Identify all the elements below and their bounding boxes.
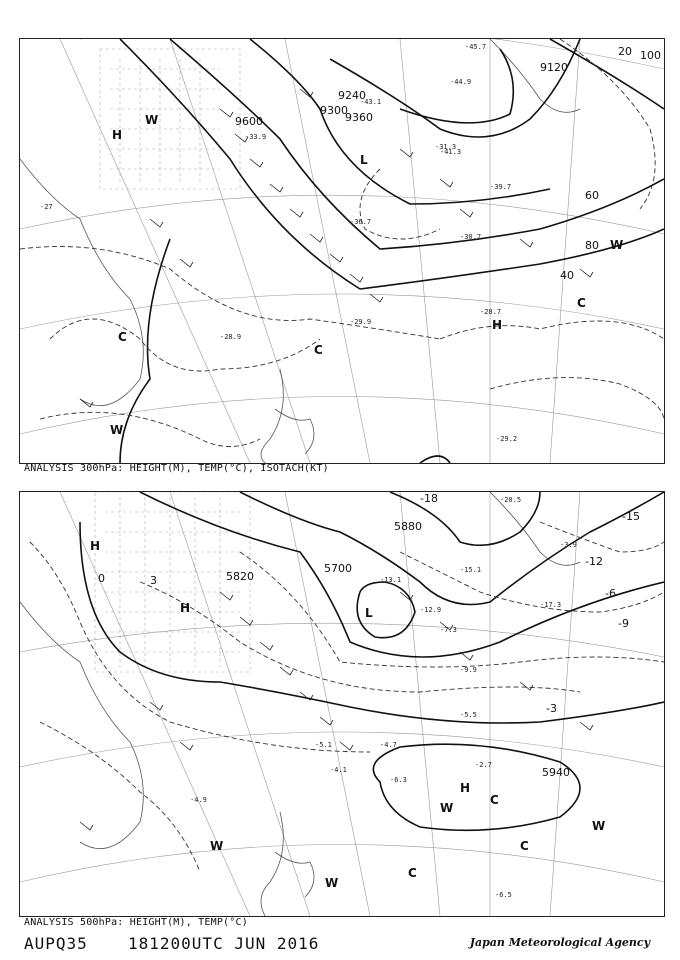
station-value: -3.9 [560,541,577,549]
station-value: -36.7 [350,218,372,226]
pressure-centers [90,539,605,890]
wind-barbs [80,89,593,407]
station-value: -15.1 [460,566,482,574]
station-value: -31.3 [435,143,457,151]
height-label: 5880 [394,520,422,533]
high-center: H [492,318,503,332]
pressure-center: C [408,866,417,880]
isotach-label: 20 [618,45,632,58]
isotach-label: 100 [640,49,661,62]
pressure-center: H [460,781,471,795]
high-center: H [112,128,123,142]
station-value: -7.3 [440,626,457,634]
latlon-grid [20,39,664,463]
cold-center: C [118,330,127,344]
station-value: -5.5 [460,711,477,719]
pressure-center: W [592,819,606,833]
station-value: -17.3 [540,601,562,609]
height-label: 5820 [226,570,254,583]
station-value: -20.5 [500,496,522,504]
pressure-center: C [520,839,529,853]
temperature-label: -15 [622,510,640,523]
map-300hpa [19,38,665,464]
temperature-label: -18 [420,492,438,505]
temperature-label: -9 [618,617,629,630]
station-value: -43.1 [360,98,382,106]
warm-center: W [145,113,159,127]
station-value: -44.9 [450,78,472,86]
caption-500hpa: ANALYSIS 500hPa: HEIGHT(M), TEMP(°C) [24,917,248,928]
station-value: -9.9 [460,666,477,674]
station-value: -33.9 [245,133,267,141]
station-value: -12.9 [420,606,442,614]
map-300hpa-canvas [20,39,664,463]
coastline [20,492,580,916]
station-value: -41.3 [440,148,462,156]
low-center: L [360,153,368,167]
caption-300hpa: ANALYSIS 300hPa: HEIGHT(M), TEMP(°C), ISOTACH(KT) [24,463,329,474]
pressure-center: W [210,839,224,853]
contour-labels [98,492,640,779]
pressure-center: H [180,601,191,615]
station-value: -13.1 [380,576,402,584]
station-value: -29.2 [496,435,518,443]
cold-center: C [577,296,586,310]
agency-name: Japan Meteorological Agency [469,936,650,949]
station-value: -5.1 [315,741,332,749]
station-value: -4.7 [380,741,397,749]
temperature-label: 3 [150,574,157,587]
coastline [20,39,580,463]
cold-center: C [314,343,323,357]
height-label: 5940 [542,766,570,779]
station-value: -28.7 [480,308,502,316]
map-500hpa-canvas [20,492,664,916]
height-label: 9240 [338,89,366,102]
station-value: -27 [40,203,53,211]
isotach-label: 40 [560,269,574,282]
pressure-center: C [490,793,499,807]
pressure-center: L [365,606,373,620]
latlon-grid [20,492,664,916]
station-value: -30.7 [460,233,482,241]
height-contours [120,39,664,463]
temperature-label: 0 [98,572,105,585]
temperature-shading [100,49,240,189]
station-value: -6.5 [495,891,512,899]
temperature-label: -3 [546,702,557,715]
station-value: -6.3 [390,776,407,784]
pressure-center: W [440,801,454,815]
station-value: -4.1 [330,766,347,774]
pressure-center: H [90,539,101,553]
station-value: -4.9 [190,796,207,804]
station-value: -28.9 [220,333,242,341]
station-value: -45.7 [465,43,487,51]
station-value: -29.9 [350,318,372,326]
isotach-label: 80 [585,239,599,252]
height-label: 9600 [235,115,263,128]
height-label: 9120 [540,61,568,74]
wind-barbs [80,592,593,830]
station-value: -39.7 [490,183,512,191]
valid-time: 181200UTC JUN 2016 [128,934,320,953]
pressure-center: W [325,876,339,890]
station-value: -2.7 [475,761,492,769]
bulletin-id: AUPQ35 [24,934,88,953]
contour-labels [235,45,661,282]
height-label: 9360 [345,111,373,124]
map-500hpa [19,491,665,917]
warm-center: W [110,423,124,437]
pressure-centers [110,113,623,437]
temperature-label: -12 [585,555,603,568]
height-label: 9300 [320,104,348,117]
isotach-label: 60 [585,189,599,202]
warm-center: W [610,238,624,252]
temperature-label: -6 [605,587,616,600]
height-label: 5700 [324,562,352,575]
